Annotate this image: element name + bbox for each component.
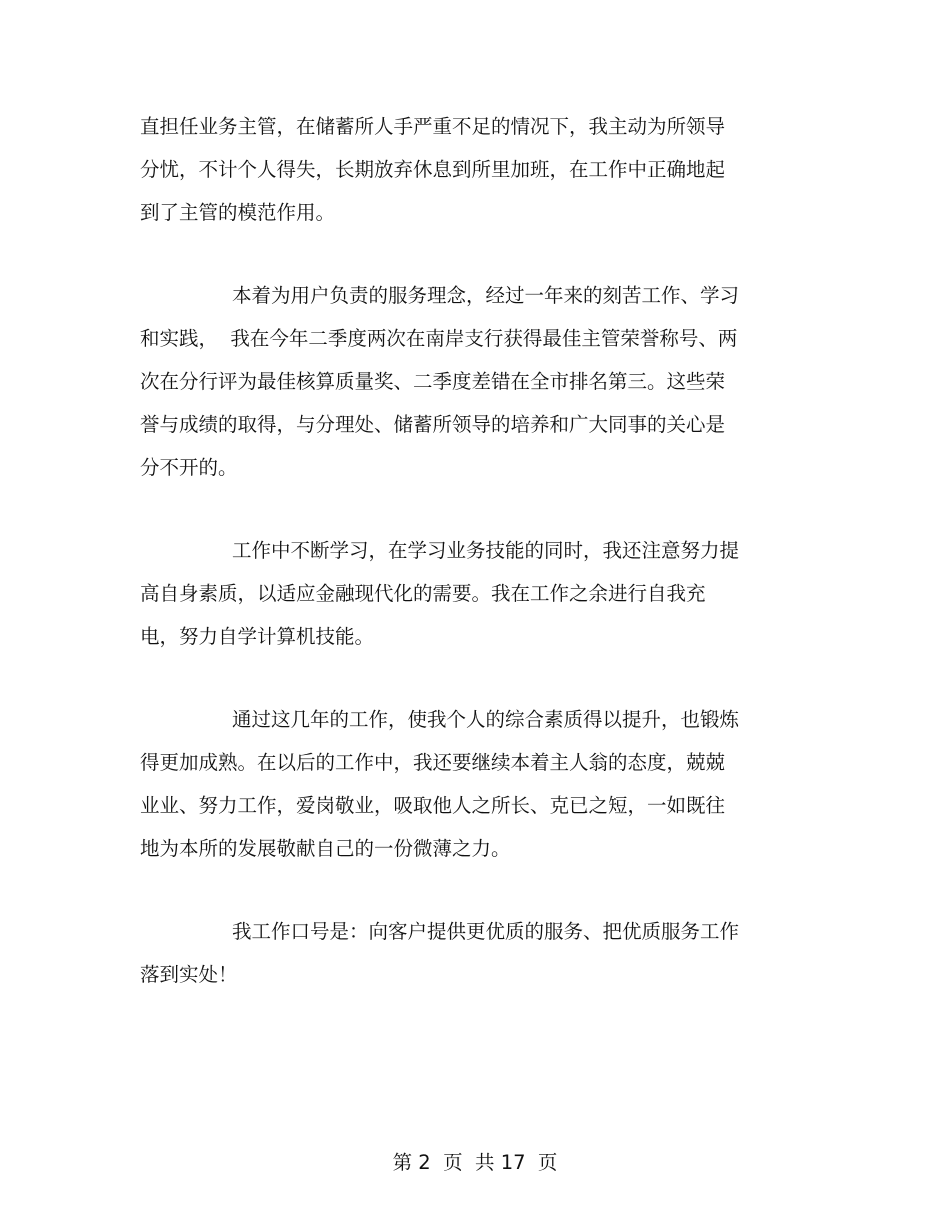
- paragraph-line: 工作中不断学习，在学习业务技能的同时，我还注意努力提: [232, 539, 740, 562]
- paragraph-5: [140, 910, 780, 996]
- paragraph-line: 到了主管的模范作用。: [140, 201, 336, 224]
- paragraph-line: 电，努力自学计算机技能。: [140, 625, 375, 648]
- paragraph-line: 落到实处！: [140, 963, 238, 986]
- page-number-footer: 第 2 页 共 17 页: [392, 1151, 558, 1174]
- paragraph-1: [140, 105, 780, 234]
- paragraph-line: 地为本所的发展敬献自己的一份微薄之力。: [140, 837, 511, 860]
- paragraph-3: [140, 529, 780, 658]
- paragraph-line: 直担任业务主管，在储蓄所人手严重不足的情况下，我主动为所领导: [140, 115, 726, 138]
- paragraph-line: 分不开的。: [140, 456, 238, 479]
- paragraph-line: 业业、努力工作，爱岗敬业，吸取他人之所长、克已之短，一如既往: [140, 794, 726, 817]
- paragraph-line: 通过这几年的工作，使我个人的综合素质得以提升，也锻炼: [232, 708, 740, 731]
- paragraph-line: 次在分行评为最佳核算质量奖、二季度差错在全市排名第三。这些荣: [140, 370, 726, 393]
- paragraph-line: 分忧，不计个人得失，长期放弃休息到所里加班，在工作中正确地起: [140, 158, 726, 181]
- paragraph-line: 我工作口号是：向客户提供更优质的服务、把优质服务工作: [232, 920, 740, 943]
- paragraph-2: [140, 274, 780, 489]
- paragraph-line: 和实践， 我在今年二季度两次在南岸支行获得最佳主管荣誉称号、两: [140, 327, 738, 350]
- paragraph-line: 得更加成熟。在以后的工作中，我还要继续本着主人翁的态度，兢兢: [140, 751, 726, 774]
- paragraph-4: [140, 698, 780, 870]
- document-body: [140, 105, 780, 1036]
- paragraph-line: 本着为用户负责的服务理念，经过一年来的刻苦工作、学习: [232, 284, 740, 307]
- paragraph-line: 高自身素质，以适应金融现代化的需要。我在工作之余进行自我充: [140, 582, 706, 605]
- paragraph-line: 誉与成绩的取得，与分理处、储蓄所领导的培养和广大同事的关心是: [140, 413, 726, 436]
